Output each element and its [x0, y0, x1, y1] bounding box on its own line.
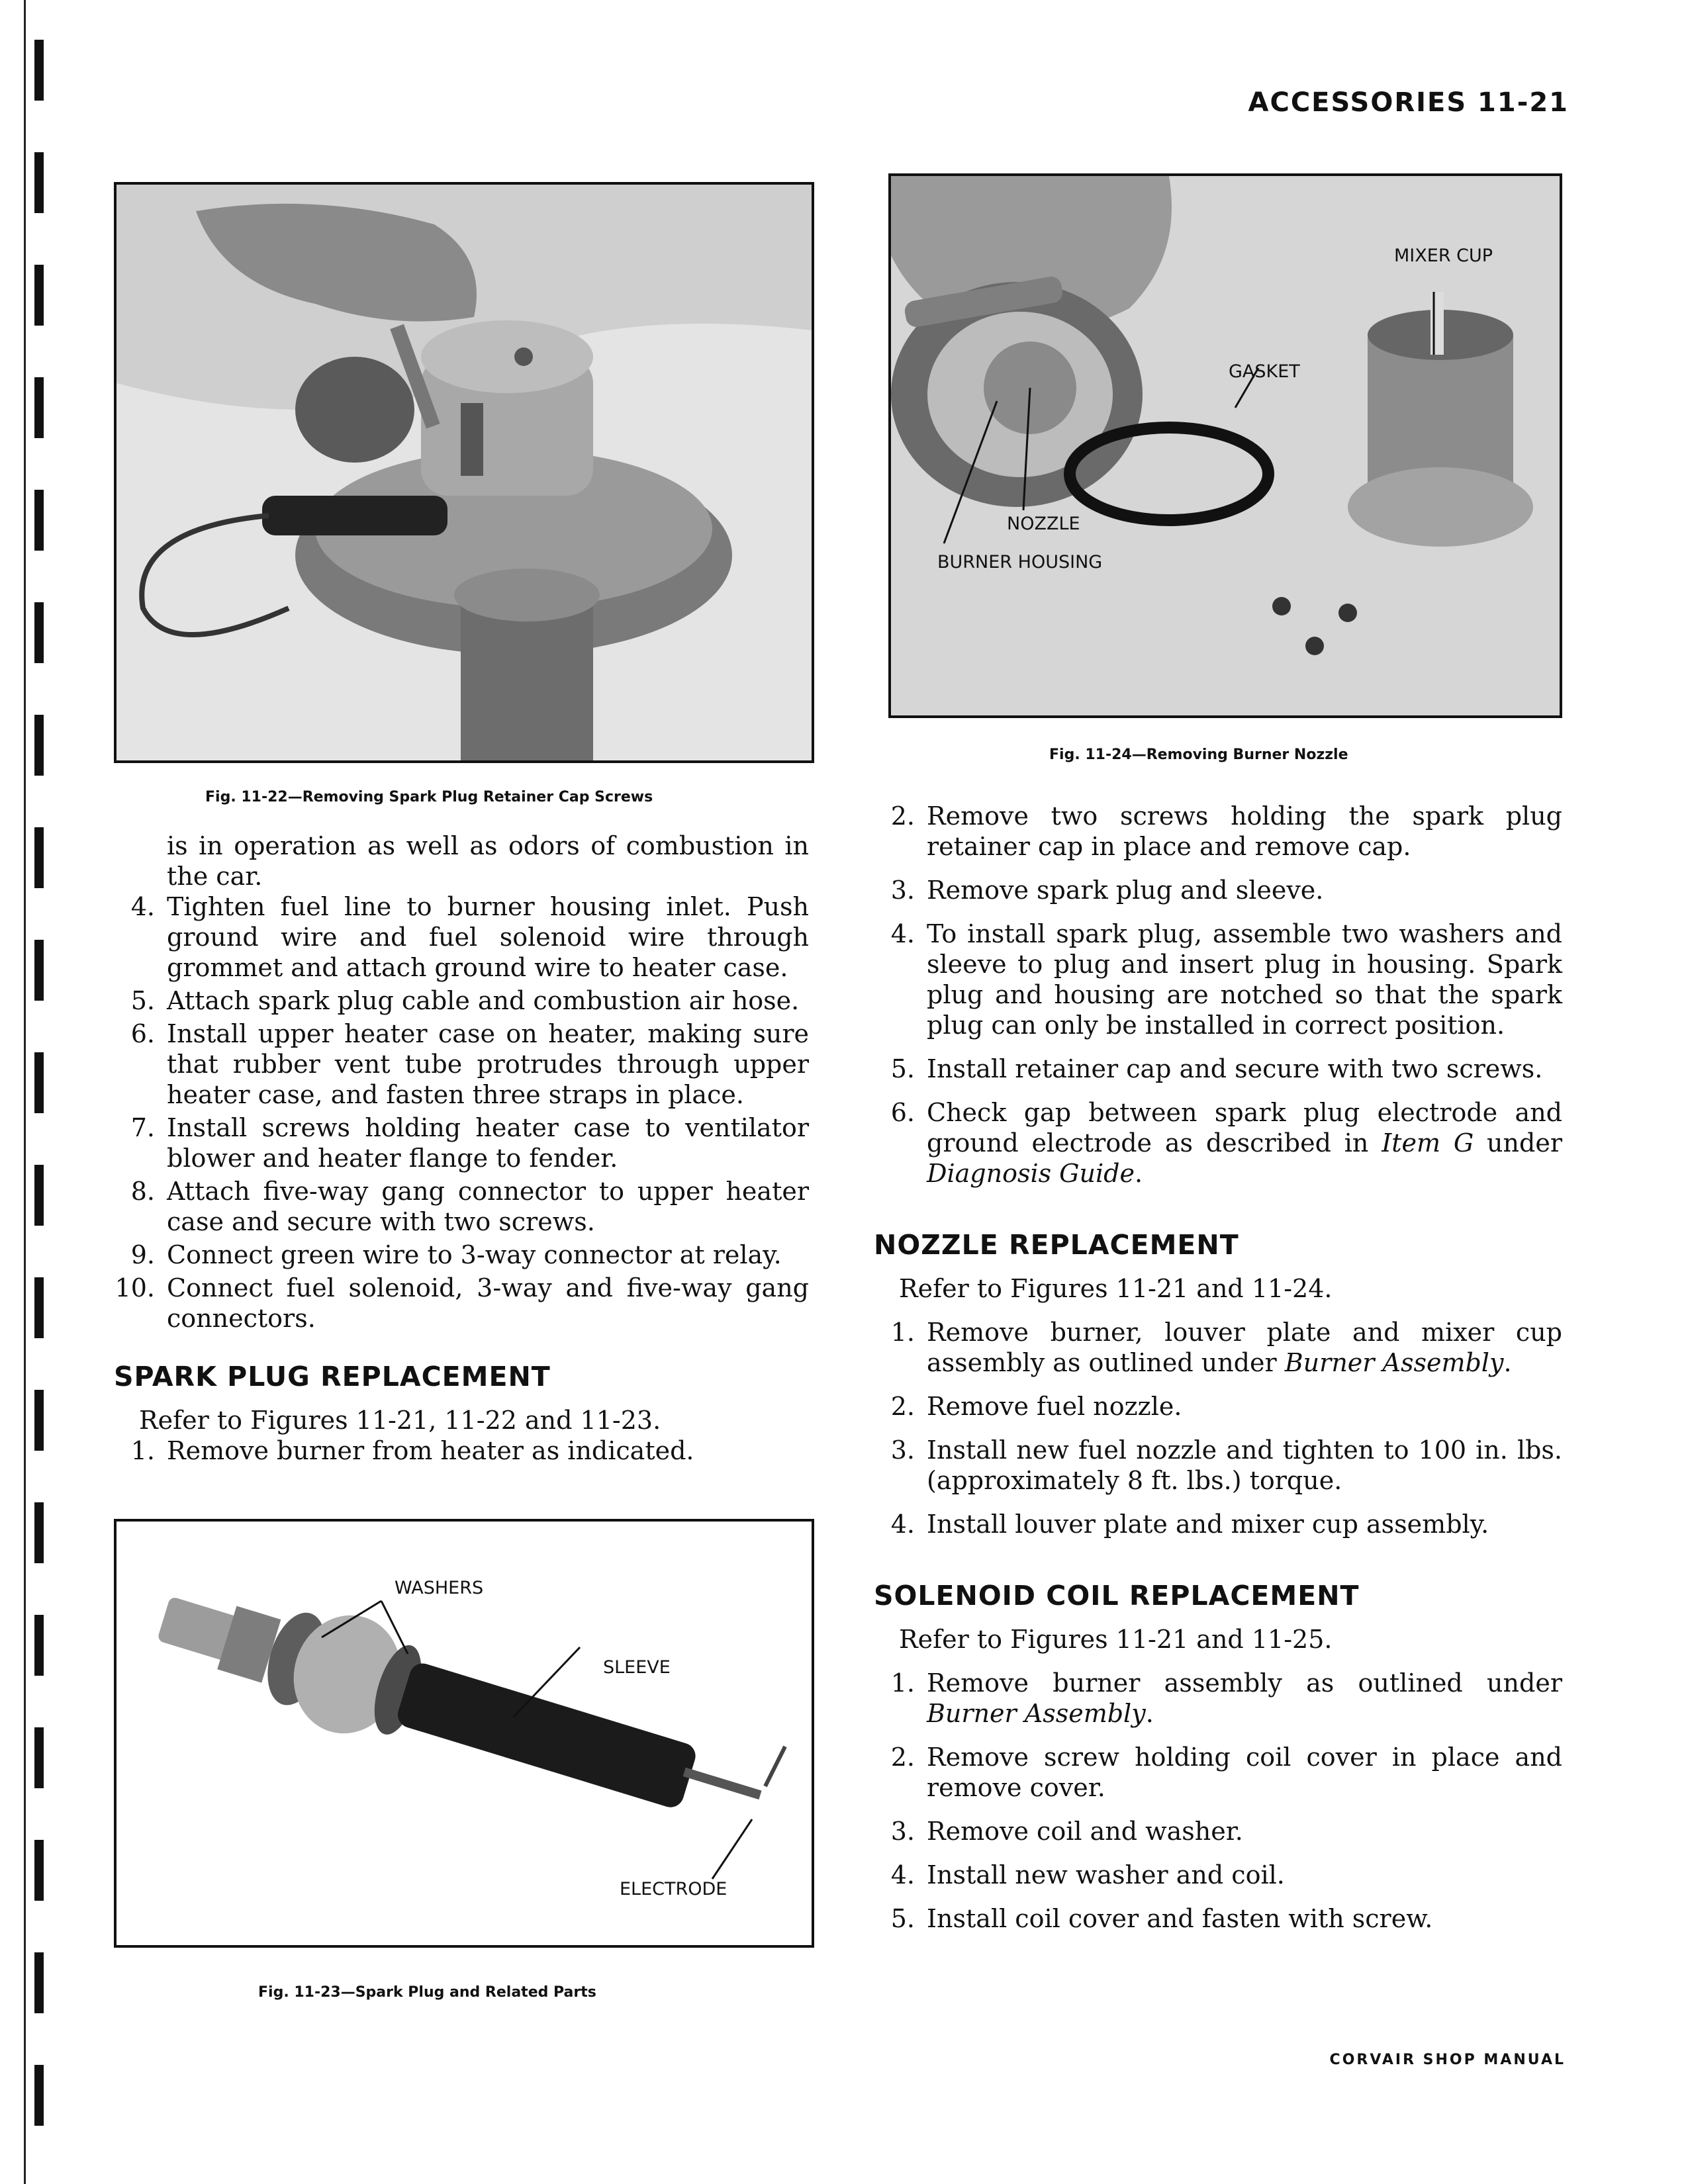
binding-tab	[34, 1277, 44, 1338]
step-number: 6.	[130, 1019, 155, 1048]
nozzle-step-list	[874, 1391, 1562, 1539]
list-item	[114, 985, 809, 1016]
step-text: To install spark plug, assemble two washers and sleeve to plug and insert plug in housing. Spark plug and housing are notched so that the spark plug can only be installed in correct position.	[927, 919, 1562, 1040]
spark-plug-retainer-illustration	[117, 185, 812, 760]
step-text: Remove burner, louver plate and mixer cup assembly as outlined under	[927, 1318, 1562, 1377]
list-item	[114, 1435, 809, 1466]
binding-tab	[34, 1615, 44, 1676]
nozzle-heading: NOZZLE REPLACEMENT	[874, 1229, 1239, 1261]
step-text: Connect green wire to 3-way connector at relay.	[167, 1240, 782, 1269]
solenoid-heading: SOLENOID COIL REPLACEMENT	[874, 1580, 1360, 1612]
binding-edge-marks	[0, 0, 40, 2184]
continuation-paragraph	[114, 831, 809, 891]
continuation-text: is in operation as well as odors of combustion in the car.	[167, 831, 809, 891]
step-number: 8.	[130, 1177, 155, 1206]
step-text: Install louver plate and mixer cup assembly.	[927, 1510, 1489, 1539]
step-text: under	[1474, 1128, 1562, 1158]
step-number: 4.	[890, 1860, 915, 1889]
list-item	[874, 1860, 1562, 1890]
right-column	[874, 801, 1562, 1947]
binding-rule	[24, 0, 26, 2184]
binding-tab	[34, 602, 44, 663]
step-text: Install new fuel nozzle and tighten to 100 in. lbs. (approximately 8 ft. lbs.) torque.	[927, 1435, 1562, 1495]
nozzle-intro: Refer to Figures 11-21 and 11-24.	[899, 1274, 1333, 1303]
step-text: Remove spark plug and sleeve.	[927, 876, 1324, 905]
figure-11-24-photo	[888, 173, 1562, 718]
list-item	[874, 1816, 1562, 1846]
step-text: Install coil cover and fasten with screw.	[927, 1904, 1433, 1933]
list-item	[114, 1273, 809, 1334]
step-text: Remove burner from heater as indicated.	[167, 1436, 694, 1465]
binding-tab	[34, 2065, 44, 2126]
step-text: Attach five-way gang connector to upper heater case and secure with two screws.	[167, 1177, 809, 1236]
step-number: 4.	[890, 919, 915, 948]
list-item	[874, 1097, 1562, 1189]
step-reference: Item G	[1382, 1128, 1474, 1158]
label-electrode: ELECTRODE	[620, 1879, 727, 1899]
step-number: 5.	[890, 1054, 915, 1083]
step-number: 2.	[890, 1392, 915, 1421]
left-column	[114, 831, 809, 1466]
step-number: 10.	[115, 1273, 155, 1302]
label-sleeve: SLEEVE	[603, 1657, 671, 1678]
binding-tab	[34, 1840, 44, 1901]
binding-tab	[34, 827, 44, 888]
solenoid-step-list	[874, 1742, 1562, 1934]
figure-11-22-caption: Fig. 11-22—Removing Spark Plug Retainer Cap Screws	[205, 789, 653, 805]
step-reference: Burner Assembly	[927, 1699, 1146, 1728]
step-number: 3.	[890, 1435, 915, 1465]
binding-tab	[34, 152, 44, 213]
list-item	[114, 1019, 809, 1110]
list-item	[874, 1435, 1562, 1496]
list-item	[874, 801, 1562, 862]
step-number: 6.	[890, 1098, 915, 1127]
step-text: .	[1134, 1159, 1143, 1188]
step-text: Remove burner assembly as outlined under	[927, 1668, 1562, 1698]
label-washers: WASHERS	[395, 1578, 484, 1598]
list-item	[874, 1054, 1562, 1084]
figure-11-23-photo	[114, 1519, 814, 1948]
spark-plug-intro: Refer to Figures 11-21, 11-22 and 11-23.	[139, 1406, 661, 1435]
binding-tab	[34, 1052, 44, 1113]
step-number: 7.	[130, 1113, 155, 1142]
list-item	[874, 1509, 1562, 1539]
binding-tab	[34, 1390, 44, 1451]
step-number: 5.	[130, 986, 155, 1015]
list-item	[114, 1113, 809, 1173]
figure-11-23-caption: Fig. 11-23—Spark Plug and Related Parts	[258, 1984, 596, 2001]
step-text: Install retainer cap and secure with two screws.	[927, 1054, 1543, 1083]
label-mixer-cup: MIXER CUP	[1394, 246, 1493, 266]
step-number: 4.	[130, 892, 155, 921]
list-item	[874, 1742, 1562, 1803]
step-text: Check gap between spark plug electrode and ground electrode as described in	[927, 1098, 1562, 1158]
spark-plug-heading: SPARK PLUG REPLACEMENT	[114, 1361, 551, 1392]
step-reference: Diagnosis Guide	[927, 1159, 1135, 1188]
step-number: 3.	[890, 876, 915, 905]
step-number: 9.	[130, 1240, 155, 1269]
step-number: 1.	[890, 1668, 915, 1698]
list-item	[874, 1668, 1562, 1729]
binding-tab	[34, 377, 44, 438]
binding-tab	[34, 1727, 44, 1788]
list-item	[874, 875, 1562, 905]
binding-tab	[34, 1952, 44, 2013]
list-item	[874, 1391, 1562, 1422]
step-text: Remove screw holding coil cover in place and remove cover.	[927, 1743, 1562, 1802]
list-item	[114, 891, 809, 983]
binding-tab	[34, 1165, 44, 1226]
step-number: 3.	[890, 1817, 915, 1846]
solenoid-intro: Refer to Figures 11-21 and 11-25.	[899, 1625, 1333, 1654]
step-text: Connect fuel solenoid, 3-way and five-way gang connectors.	[167, 1273, 809, 1333]
figure-11-24-caption: Fig. 11-24—Removing Burner Nozzle	[1049, 747, 1348, 763]
label-burner-housing: BURNER HOUSING	[937, 552, 1103, 572]
step-text: .	[1145, 1699, 1154, 1728]
page-footer: CORVAIR SHOP MANUAL	[1329, 2052, 1566, 2068]
step-text: Remove fuel nozzle.	[927, 1392, 1182, 1421]
step-text: Install upper heater case on heater, making sure that rubber vent tube protrudes through upper heater case, and fasten three straps in place.	[167, 1019, 809, 1109]
step-reference: Burner Assembly	[1284, 1348, 1504, 1377]
figure-11-22-photo	[114, 182, 814, 763]
step-number: 1.	[130, 1436, 155, 1465]
step-text: Attach spark plug cable and combustion air hose.	[167, 986, 800, 1015]
label-gasket: GASKET	[1229, 361, 1300, 382]
binding-tab	[34, 265, 44, 326]
step-text: Install screws holding heater case to ventilator blower and heater flange to fender.	[167, 1113, 809, 1173]
step-text: Remove two screws holding the spark plug retainer cap in place and remove cap.	[927, 801, 1562, 861]
step-number: 1.	[890, 1318, 915, 1347]
binding-tab	[34, 490, 44, 551]
list-item	[874, 1317, 1562, 1378]
binding-tab	[34, 940, 44, 1001]
binding-tab	[34, 1502, 44, 1563]
step-text: Install new washer and coil.	[927, 1860, 1285, 1889]
spark-plug-step-list	[874, 801, 1562, 1084]
label-nozzle: NOZZLE	[1007, 514, 1080, 534]
list-item	[114, 1176, 809, 1237]
step-text: .	[1503, 1348, 1512, 1377]
step-number: 2.	[890, 1743, 915, 1772]
step-number: 4.	[890, 1510, 915, 1539]
binding-tab	[34, 40, 44, 101]
step-number: 5.	[890, 1904, 915, 1933]
list-item	[874, 1903, 1562, 1934]
running-head: ACCESSORIES 11-21	[1248, 87, 1569, 118]
step-text: Tighten fuel line to burner housing inlet. Push ground wire and fuel solenoid wire through grommet and attach ground wire to heater case.	[167, 892, 809, 982]
list-item	[874, 919, 1562, 1040]
step-text: Remove coil and washer.	[927, 1817, 1243, 1846]
step-number: 2.	[890, 801, 915, 831]
list-item	[114, 1240, 809, 1270]
left-step-list	[114, 891, 809, 1334]
binding-tab	[34, 715, 44, 776]
